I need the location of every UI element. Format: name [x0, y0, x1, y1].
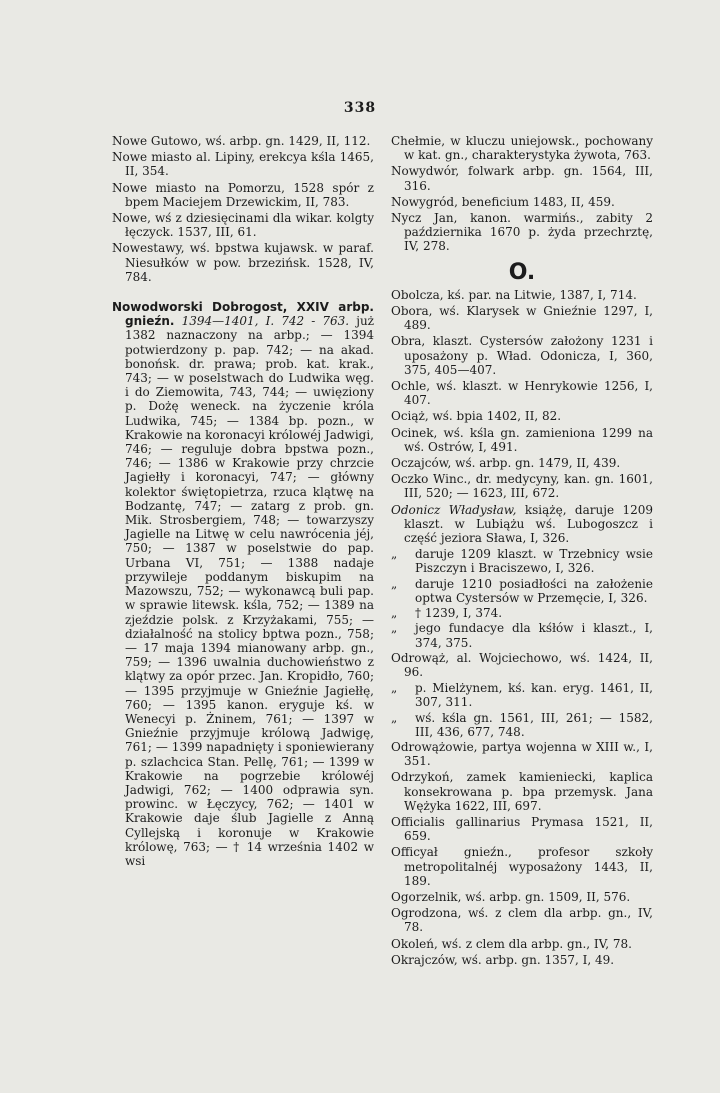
section-letter: O. — [508, 259, 536, 285]
entry-body: już 1382 naznaczony na arbp.; — 1394 potwierdzony p. pap. 742; — na akad. bonońsk. dr. prawa; prob. kat. krak., 743; — w poselstwach do Ludwika węg. i do Ziemowita, 743, 744; — uwięziony p. Dożę weneck. na życzenie króla Ludwika, 745; — 1384 bp. pozn., w Krakowie na koronacyi królowéj Jadwigi, 746; — reguluje dobra bpstwa pozn., 746; — 1386 w Krakowie przy chrzcie Jagiełły i koronacyi, 747; — główny kolektor świętopietrza, rzuca klątwę na Bodzantę, 747; — zatarg z prob. gn. Mik. Strosbergiem, 748; — towarzyszy Jagielle na Litwę w celu nawrócenia jéj, 750; — 1387 w poselstwie do pap. Urbana VI, 751; — 1388 nadaje przywileje poddanym biskupim na Mazowszu, 752; — wykonawcą buli pap. w sprawie litewsk. kśla, 752; — 1389 na zjeździe polsk. z Krzyżakami, 755; — działalność na stolicy bptwa pozn., 758; — 17 maja 1394 mianowany arbp. gn., 759; — 1396 uwalnia duchowieństwo z klątwy za opór przec. Jan. Kropidło, 760; — 1395 przyjmuje w Gnieźnie Jagiełłę, 760; — 1395 kanon. eryguje kś. w Wenecyi p. Żninem, 761; — 1397 w Gnieźnie przyjmuje królową Jadwigę, 761; — 1399 napadnięty i sponiewierany p. szlachcica Stan. Pellę, 761; — 1399 w Krakowie na pogrzebie królowéj Jadwigi, 762; — 1400 odprawia syn. prowinc. w Łęczycy, 762; — 1401 w Krakowie daje ślub Jagielle z Anną Cyllejską i koronuje w Krakowie królowę, 763; — † 14 września 1402 w wsi — [125, 314, 374, 868]
index-entry: Odrzykoń, zamek kamieniecki, kaplica konsekrowana p. bpa przemysk. Jana Wężyka 1622, III, 697. — [391, 770, 653, 813]
sub-entry-text: wś. kśla gn. 1561, III, 261; — 1582, III, 436, 677, 748. — [415, 710, 653, 739]
sub-entry-text: daruje 1210 posiadłości na założenie optwa Cystersów w Przemęcie, I, 326. — [415, 576, 653, 605]
index-entry: Nycz Jan, kanon. warmińs., zabity 2 października 1670 p. żyda przechrztę, IV, 278. — [391, 211, 653, 254]
index-entry: Ocinek, wś. kśla gn. zamieniona 1299 na wś. Ostrów, I, 491. — [391, 425, 653, 454]
index-entry: Nowe Gutowo, wś. arbp. gn. 1429, II, 112. — [112, 134, 371, 148]
index-entry: Nowe miasto al. Lipiny, erekcya kśla 1465, II, 354. — [112, 150, 374, 179]
page-number: 338 — [343, 100, 377, 116]
ditto-mark: „ — [391, 710, 398, 725]
ditto-mark: „ — [391, 606, 398, 621]
index-entry-main — [112, 300, 374, 868]
index-entry: Odrowąż, al. Wojciechowo, wś. 1424, II, 96. — [391, 650, 653, 679]
index-entry: Obolcza, kś. par. na Litwie, 1387, I, 714. — [391, 287, 637, 302]
ditto-mark: „ — [391, 576, 398, 591]
sub-entry — [391, 547, 653, 575]
index-entry: Officyał gnieźn., profesor szkoły metropolitalnéj wyposażony 1443, II, 189. — [391, 845, 653, 888]
index-entry: Obora, wś. Klarysek w Gnieźnie 1297, I, 489. — [391, 304, 653, 333]
index-entry: Oczko Winc., dr. medycyny, kan. gn. 1601, III, 520; — 1623, III, 672. — [391, 472, 653, 501]
sub-entry-text: p. Mielżynem, kś. kan. eryg. 1461, II, 307, 311. — [415, 681, 653, 710]
index-entry: Oczajców, wś. arbp. gn. 1479, II, 439. — [391, 456, 621, 471]
index-entry: Ogorzelnik, wś. arbp. gn. 1509, II, 576. — [391, 889, 631, 904]
spacer — [112, 286, 374, 300]
index-entry: Ociąż, wś. bpia 1402, II, 82. — [391, 409, 562, 424]
index-entry: Nowygród, beneficium 1483, II, 459. — [391, 194, 615, 209]
index-entry: Okoleń, wś. z clem dla arbp. gn., IV, 78. — [391, 936, 632, 951]
sub-entry-text: jego fundacye dla kśłów i klaszt., I, 374, 375. — [415, 621, 653, 650]
left-column — [112, 134, 374, 870]
sub-entry — [391, 577, 653, 605]
entry-dates: 1394—1401, I. 742 - 763. — [181, 314, 350, 329]
entry-body: książę, daruje 1209 klaszt. w Lubiążu wś. Lubogoszcz i część jeziora Sława, I, 326. — [404, 502, 653, 546]
index-entry: Odrowążowie, partya wojenna w XIII w., I, 351. — [391, 739, 653, 769]
index-entry: Okrajczów, wś. arbp. gn. 1357, I, 49. — [391, 952, 615, 967]
index-entry: Ogrodzona, wś. z clem dla arbp. gn., IV, 78. — [391, 906, 653, 935]
right-column — [391, 134, 653, 969]
index-entry: Nowydwór, folwark arbp. gn. 1564, III, 316. — [391, 164, 653, 193]
sub-entry — [391, 711, 653, 739]
entry-headword: Nowodworski Dobrogost, XXIV arbp. gnieźn. — [112, 300, 374, 329]
ditto-mark: „ — [391, 547, 398, 562]
index-entry-odonicz — [391, 503, 653, 546]
index-entry: Officialis gallinarius Prymasa 1521, II, 659. — [391, 814, 653, 844]
sub-entry — [391, 621, 653, 649]
sub-entry-text: daruje 1209 klaszt. w Trzebnicy wsie Piszczyn i Braciszewo, I, 326. — [415, 547, 653, 576]
sub-entry — [391, 606, 653, 620]
sub-entry — [391, 681, 653, 709]
index-entry: Chełmie, w kluczu uniejowsk., pochowany w kat. gn., charakterystyka żywota, 763. — [391, 134, 653, 163]
sub-entry-text: † 1239, I, 374. — [415, 606, 503, 621]
index-entry: Nowestawy, wś. bpstwa kujawsk. w paraf. Niesułków w pow. brzezińsk. 1528, IV, 784. — [112, 241, 374, 284]
ditto-mark: „ — [391, 681, 398, 696]
entry-headword: Odonicz Władysław, — [391, 502, 517, 517]
index-entry: Nowe miasto na Pomorzu, 1528 spór z bpem Maciejem Drzewickim, II, 783. — [112, 180, 374, 209]
index-entry: Obra, klaszt. Cystersów założony 1231 i uposażony p. Wład. Odonicza, I, 360, 375, 405—407. — [391, 334, 653, 377]
index-entry: Nowe, wś z dziesięcinami dla wikar. kolgty łęczyck. 1537, III, 61. — [112, 211, 374, 240]
ditto-mark: „ — [391, 621, 398, 636]
index-entry: Ochle, wś. klaszt. w Henrykowie 1256, I, 407. — [391, 379, 653, 408]
